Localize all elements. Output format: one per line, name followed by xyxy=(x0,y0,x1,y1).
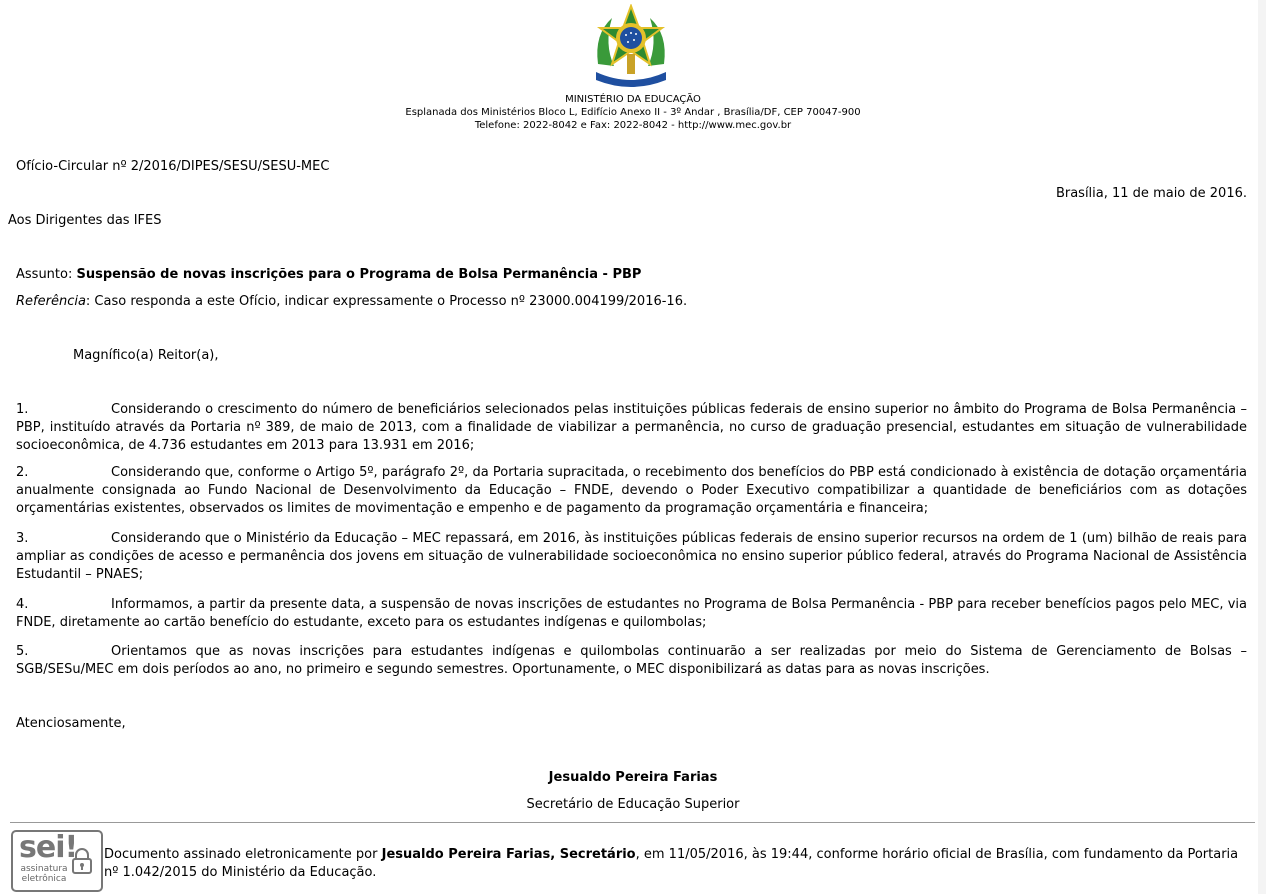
paragraph-number: 3. xyxy=(16,531,29,546)
paragraph-text: Informamos, a partir da presente data, a suspensão de novas inscrições de estudantes no Programa de Bolsa Permanência - PBP para receber benefícios pagos pelo MEC, via FNDE, diretamente ao cartão benefício do estudante, exceto para os estudantes indígenas e quilombolas; xyxy=(16,597,1247,630)
paragraph-number: 2. xyxy=(16,465,29,480)
paragraph-2 xyxy=(16,464,1247,518)
reference-text: : Caso responda a este Ofício, indicar expressamente o Processo nº 23000.004199/2016-16. xyxy=(85,294,688,309)
paragraph-text: Considerando que, conforme o Artigo 5º, parágrafo 2º, da Portaria supracitada, o recebimento dos benefícios do PBP está condicionado à existência de dotação orçamentária anualmente consignada ao Fundo Nacional de Desenvolvimento da Educação – FNDE, devendo o Poder Executivo compatibilizar a quantidade de beneficiários com as dotações orçamentárias existentes, observados os limites de movimentação e empenho e de pagamento da programação orçamentária e financeira; xyxy=(16,465,1247,516)
signer-title: Secretário de Educação Superior xyxy=(526,797,740,812)
reference xyxy=(16,293,687,311)
subject xyxy=(16,266,641,284)
document-date: Brasília, 11 de maio de 2016. xyxy=(1055,186,1247,201)
paragraph-5 xyxy=(16,643,1247,679)
lock-icon xyxy=(71,848,93,874)
paragraph-4 xyxy=(16,596,1247,632)
paragraph-text: Considerando que o Ministério da Educação – MEC repassará, em 2016, às instituições públicas federais de ensino superior recursos na ordem de 1 (um) bilhão de reais para ampliar as condições de acesso e permanência dos jovens em situação de vulnerabilidade socioeconômica no ensino superior público federal, através do Programa Nacional de Assistência Estudantil – PNAES; xyxy=(16,531,1247,582)
sei-seal[interactable] xyxy=(11,830,103,892)
signer-name: Jesualdo Pereira Farias xyxy=(548,770,718,785)
divider xyxy=(10,822,1255,823)
paragraph-3 xyxy=(16,530,1247,584)
salutation: Magnífico(a) Reitor(a), xyxy=(73,348,219,363)
signature-notice: Documento assinado eletronicamente por Jesualdo Pereira Farias, Secretário, em 11/05/2016, às 19:44, conforme horário oficial de Brasília, com fundamento da Portaria nº 1.042/2015 do Ministério da Educação. xyxy=(104,847,1239,880)
ministry-contact: Telefone: 2022-8042 e Fax: 2022-8042 - http://www.mec.gov.br xyxy=(474,120,792,131)
paragraph-1 xyxy=(16,401,1247,455)
paragraph-number: 5. xyxy=(16,644,29,659)
coat-of-arms-icon xyxy=(590,4,672,90)
paragraph-text: Considerando o crescimento do número de beneficiários selecionados pelas instituições públicas federais de ensino superior no âmbito do Programa de Bolsa Permanência – PBP, instituído através da Portaria nº 389, de maio de 2013, com a finalidade de viabilizar a permanência, no curso de graduação presencial, estudantes em situação de vulnerabilidade socioeconômica, de 4.736 estudantes em 2013 para 13.931 em 2016; xyxy=(16,402,1247,453)
closing: Atenciosamente, xyxy=(16,716,126,731)
reference-label: Referência xyxy=(16,294,86,309)
ministry-name: MINISTÉRIO DA EDUCAÇÃO xyxy=(565,94,701,105)
paragraph-number: 1. xyxy=(16,402,29,417)
sei-subtitle: assinatura eletrônica xyxy=(20,864,68,884)
oficio-number: Ofício-Circular nº 2/2016/DIPES/SESU/SESU-MEC xyxy=(16,159,330,174)
sei-logo-text: sei! xyxy=(19,830,78,865)
subject-text: Suspensão de novas inscrições para o Programa de Bolsa Permanência - PBP xyxy=(76,267,642,282)
paragraph-number: 4. xyxy=(16,597,29,612)
subject-label: Assunto: xyxy=(16,267,77,282)
scrollbar[interactable] xyxy=(1258,0,1266,894)
ministry-address: Esplanada dos Ministérios Bloco L, Edifício Anexo II - 3º Andar , Brasília/DF, CEP 70047-900 xyxy=(405,107,861,118)
recipient: Aos Dirigentes das IFES xyxy=(8,213,162,228)
paragraph-text: Orientamos que as novas inscrições para estudantes indígenas e quilombolas continuarão a ser realizadas por meio do Sistema de Gerenciamento de Bolsas – SGB/SESu/MEC em dois períodos ao ano, no primeiro e segundo semestres. Oportunamente, o MEC disponibilizará as datas para as novas inscrições. xyxy=(16,644,1247,677)
